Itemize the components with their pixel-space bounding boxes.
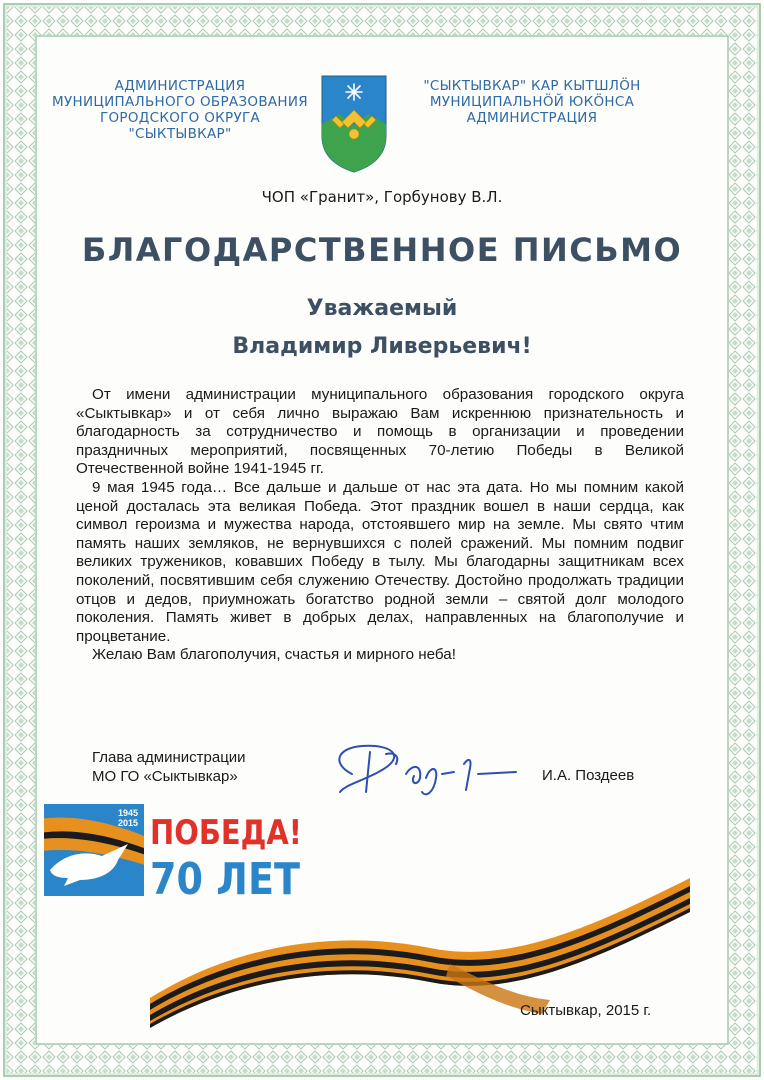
- signatory-role: [92, 748, 246, 786]
- header-right-administration: [400, 78, 664, 126]
- header-left-line: АДМИНИСТРАЦИЯ: [114, 78, 246, 94]
- header-right-line: "СЫКТЫВКАР" КАР КЫТШЛÖН: [423, 78, 641, 94]
- coat-of-arms-icon: [320, 74, 388, 174]
- header-left-administration: [48, 78, 312, 142]
- header-left-line: МУНИЦИПАЛЬНОГО ОБРАЗОВАНИЯ: [52, 94, 308, 110]
- header-right-line: АДМИНИСТРАЦИЯ: [466, 110, 598, 126]
- greeting-line-1: Уважаемый: [306, 296, 458, 321]
- logo-anniversary: 70 ЛЕТ: [150, 854, 300, 905]
- letter-body: [76, 386, 684, 665]
- logo-year-end: 2015: [117, 818, 138, 828]
- header-left-line: "СЫКТЫВКАР": [128, 126, 232, 142]
- paragraph: 9 мая 1945 года… Все дальше и дальше от нас эта дата. Но мы помним какой ценой досталась эта великая Победа. Этот праздник вошел в наши сердца, как символ героизма и мужества народа, отстоявшего мир на земле. Мы свято чтим память наших земляков, не вернувшихся с полей сражений. Мы помним подвиг великих тружеников, ковавших Победу в тылу. Мы благодарны защитникам всех поколений, посвятившим себя служению Отечеству. Достойно продолжать традиции отцов и дедов, приумножать богатство родной земли – святой долг молодого поколения. Память живет в добрых делах, направленных на благополучие и процветание.: [76, 478, 684, 645]
- handwritten-signature: [322, 734, 522, 804]
- logo-word: ПОБЕДА!: [150, 813, 302, 853]
- place-and-date: Сыктывкар, 2015 г.: [520, 1002, 652, 1019]
- role-line-1: Глава администрации: [92, 749, 246, 766]
- addressee: ЧОП «Гранит», Горбунову В.Л.: [261, 188, 503, 206]
- header-left-line: ГОРОДСКОГО ОКРУГА: [99, 110, 261, 126]
- paragraph: От имени администрации муниципального образования городского округа «Сыктывкар» и от себя лично выражаю Вам искреннюю признательность и благодарность за сотрудничество и помощь в организации и проведении праздничных мероприятий, посвященных 70-летию Победы в Великой Отечественной войне 1941-1945 гг.: [76, 386, 684, 478]
- signatory-name: И.А. Поздеев: [542, 767, 635, 784]
- paragraph: Желаю Вам благополучия, счастья и мирного неба!: [92, 646, 456, 664]
- greeting-line-2: Владимир Ливерьевич!: [232, 334, 532, 359]
- role-line-2: МО ГО «Сыктывкар»: [92, 768, 238, 785]
- header-right-line: МУНИЦИПАЛЬНÖЙ ЮКÖНСА: [429, 94, 635, 110]
- logo-year-start: 1945: [117, 808, 138, 818]
- letter-title: БЛАГОДАРСТВЕННОЕ ПИСЬМО: [81, 231, 683, 269]
